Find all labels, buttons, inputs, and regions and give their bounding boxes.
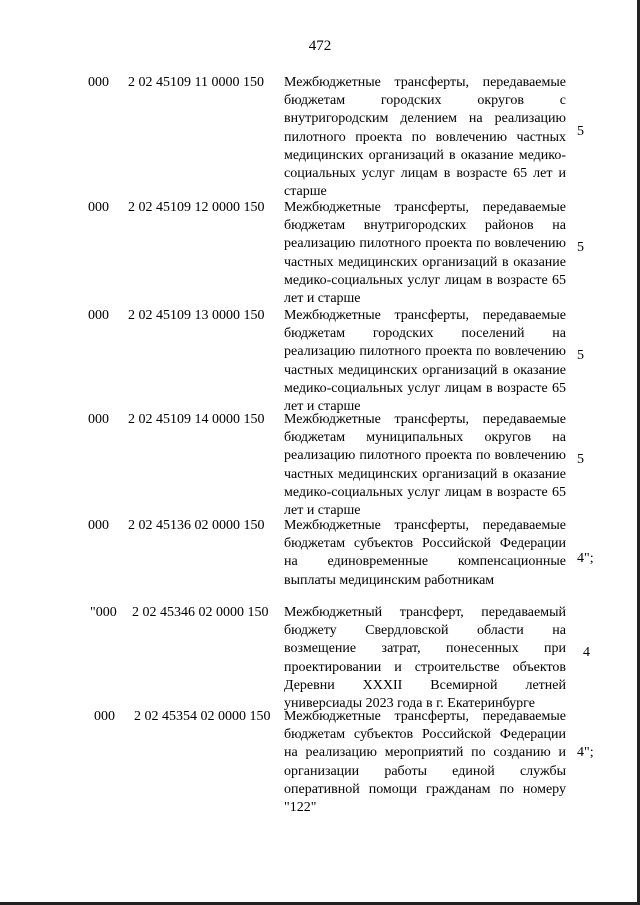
budget-classification-code: 2 02 45109 14 0000 150: [128, 412, 265, 427]
row-value: 5: [577, 452, 584, 467]
row-description: Межбюджетные трансферты, передаваемые бюджетам городских округов с внутригородским делением на реализацию пилотного проекта по вовлечению частных медицинских организаций в оказание медико-социальных услуг лицам в возрасте 65 лет и старше: [284, 75, 566, 200]
table-row: [0, 708, 640, 818]
table-row: [0, 604, 640, 712]
row-description: Межбюджетные трансферты, передаваемые бюджетам городских поселений на реализацию пилотного проекта по вовлечению частных медицинских организаций в оказание медико-социальных услуг лицам в возрасте 65 лет и старше: [284, 308, 566, 415]
row-value: 4: [583, 645, 590, 660]
table-row: [0, 199, 640, 307]
admin-code: "000: [90, 605, 117, 620]
row-description: Межбюджетные трансферты, передаваемые бюджетам субъектов Российской Федерации на единовременные компенсационные выплаты медицинским работникам: [284, 518, 566, 588]
admin-code: 000: [88, 308, 109, 323]
page-number: 472: [308, 38, 332, 54]
row-description: Межбюджетные трансферты, передаваемые бюджетам муниципальных округов на реализацию пилотного проекта по вовлечению частных медицинских организаций в оказание медико-социальных услуг лицам в возрасте 65 лет и старше: [284, 412, 566, 519]
row-description: Межбюджетные трансферты, передаваемые бюджетам внутригородских районов на реализацию пилотного проекта по вовлечению частных медицинских организаций в оказание медико-социальных услуг лицам в возрасте 65 лет и старше: [284, 200, 566, 307]
row-value: 4";: [577, 745, 594, 760]
budget-classification-code: 2 02 45136 02 0000 150: [128, 518, 265, 533]
row-value: 5: [577, 124, 584, 139]
budget-code-table: [0, 74, 640, 818]
admin-code: 000: [88, 518, 109, 533]
table-row: [0, 517, 640, 604]
budget-classification-code: 2 02 45109 12 0000 150: [128, 200, 265, 215]
budget-classification-code: 2 02 45354 02 0000 150: [134, 709, 271, 724]
row-value: 5: [577, 240, 584, 255]
table-row: [0, 74, 640, 199]
admin-code: 000: [88, 75, 109, 90]
table-row: [0, 411, 640, 517]
row-description: Межбюджетный трансферт, передаваемый бюджету Свердловской области на возмещение затрат, понесенных при проектировании и строительстве объектов Деревни XXXII Всемирной летней универсиады 2023 года в г. Екатеринбурге: [284, 605, 566, 712]
admin-code: 000: [88, 200, 109, 215]
admin-code: 000: [88, 412, 109, 427]
budget-classification-code: 2 02 45346 02 0000 150: [132, 605, 269, 620]
budget-classification-code: 2 02 45109 11 0000 150: [128, 75, 264, 90]
row-value: 4";: [577, 551, 594, 566]
budget-classification-code: 2 02 45109 13 0000 150: [128, 308, 265, 323]
row-description: Межбюджетные трансферты, передаваемые бюджетам субъектов Российской Федерации на реализацию мероприятий по созданию и организации работы единой службы оперативной помощи гражданам по номеру "122": [284, 709, 566, 816]
row-value: 5: [577, 348, 584, 363]
admin-code: 000: [94, 709, 115, 724]
table-row: [0, 307, 640, 415]
